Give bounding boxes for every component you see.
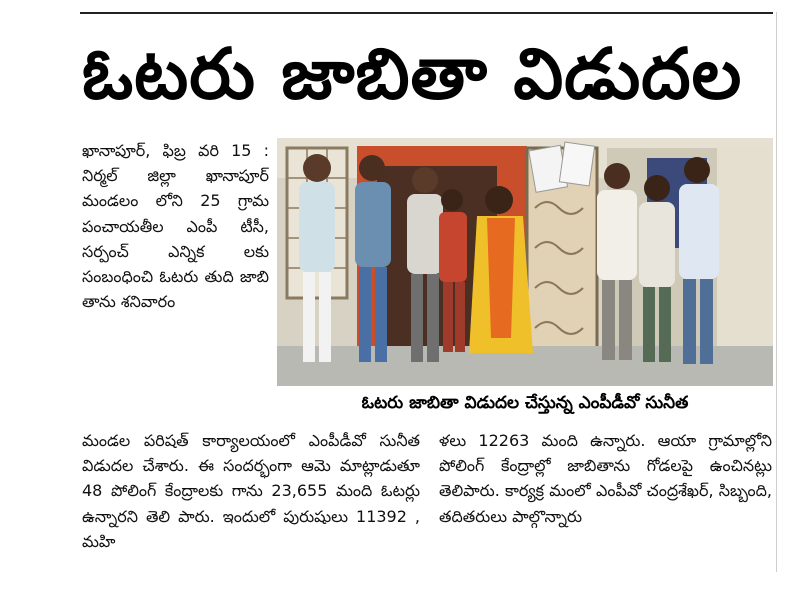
article-column-3: ళలు 12263 మంది ఉన్నారు. ఆయా గ్రామాల్లోని పోలింగ్ కేంద్రాల్లో జాబితాను గోడలపై ఉంచినట్లు తెలిపారు. కార్యక్ర మంలో ఎంపీవో చంద్రశేఖర్, సిబ్బంది, తదితరులు పాల్గొన్నారు bbox=[439, 431, 772, 526]
column-divider bbox=[776, 12, 777, 572]
article-column-2: మండల పరిషత్ కార్యాలయంలో ఎంపీడీవో సునీత విడుదల చేశారు. ఈ సందర్భంగా ఆమె మాట్లాడుతూ 48 పోలింగ్ కేంద్రాలకు గాను 23,655 మంది ఓటర్లు ఉన్నారని తెలి పారు. ఇందులో పురుషులు 11392 , మహి bbox=[82, 431, 420, 551]
photo-illustration bbox=[277, 138, 773, 386]
top-rule bbox=[80, 12, 773, 14]
headline: ఓటరు జాబితా విడుదల bbox=[82, 33, 743, 115]
article-intro-column: ఖానాపూర్, ఫిబ్ర వరి 15 : నిర్మల్ జిల్లా ఖానాపూర్ మండలం లోని 25 గ్రామ పంచాయతీల ఎంపీ టీసీ, సర్పంచ్ ఎన్నిక లకు సంబంధించి ఓటరు తుది జాబి తాను శనివారం bbox=[82, 141, 269, 312]
photo-caption: ఓటరు జాబితా విడుదల చేస్తున్న ఎంపీడీవో సునీత bbox=[361, 393, 689, 413]
news-photo bbox=[277, 138, 773, 386]
